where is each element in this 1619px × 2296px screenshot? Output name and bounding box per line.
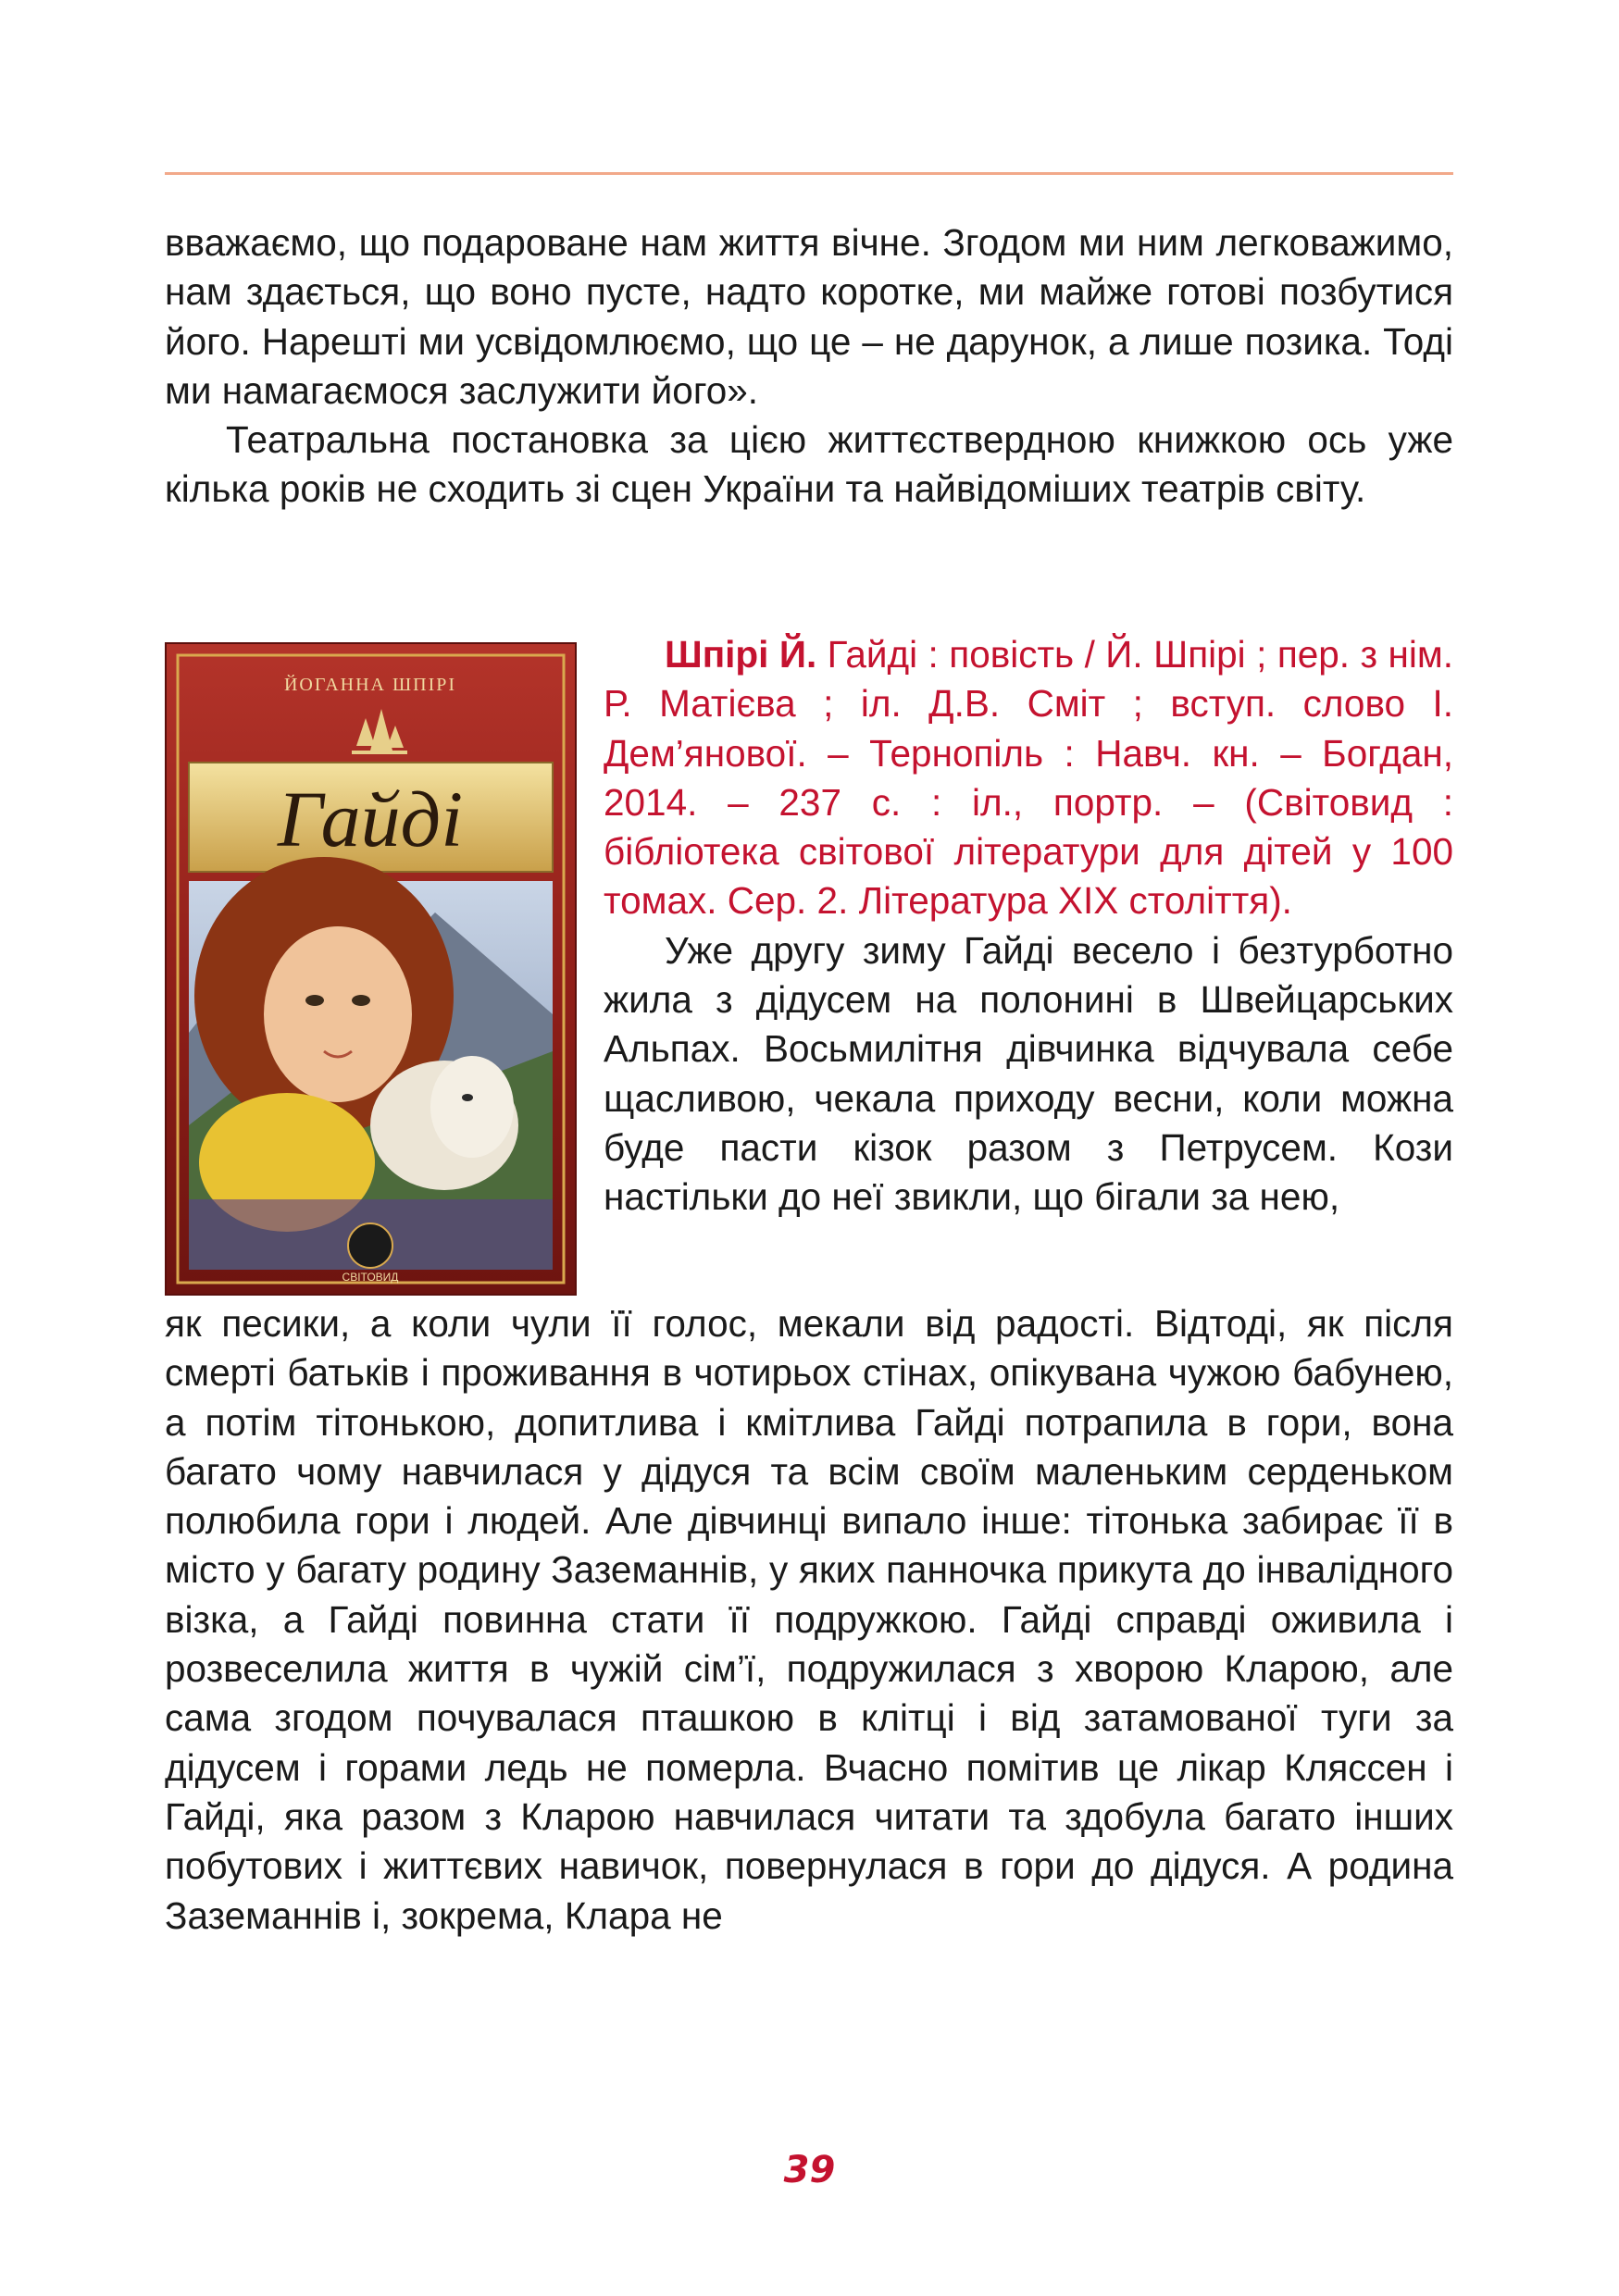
page-number: 39 [783, 2149, 836, 2191]
paragraph-story-start: Уже другу зиму Гайді весело і безтурботно жила з дідусем на полонині в Швейцарських Альпах. Восьмилітня дівчинка відчувала себе щасливою, чекала приходу весни, коли можна буде пасти кізок разом з Петрусем. Кози настільки до неї звикли, що бігали за нею, [604, 928, 1453, 1219]
paragraph-theatre: Театральна постановка за цією життєствердною книжкою ось уже кілька років не сходить зі сцен України та найвідоміших театрів світу. [165, 418, 1453, 511]
reference-details: Гайді : повість / Й. Шпірі ; пер. з нім. Р. Матієва ; іл. Д.В. Сміт ; вступ. слово І. Дем’янової. – Тернопіль : Навч. кн. – Богдан, 2014. – 237 с. : іл., портр. – (Світовид : бібліотека світової літератури для дітей у 100 томах. Сер. 2. Література ХІХ століття). [604, 633, 1453, 923]
paragraph-story-continuation: як песики, а коли чули її голос, мекали від радості. Відтоді, як після смерті батьків і проживання в чотирьох стінах, опікувана чужою бабунею, а потім тітонькою, допитлива і кмітлива Гайді потрапила в гори, вона багато чому навчилася у дідуся та всім своїм маленьким серденьком полюбила гори і людей. Але дівчинці випало інше: тітонька забирає її в місто у багату родину Заземаннів, у яких панночка прикута до інвалідного візка, а Гайді повинна стати її подружкою. Гайді справді оживила і розвеселила життя в чужій сім’ї, подружилася з хворою Кларою, але сама згодом почувалася пташкою в клітці і від затамованої туги за дідусем і горами ледь не померла. Вчасно помітив це лікар Кляссен і Гайді, яка разом з Кларою навчилася читати та здобула багато інших побутових і життєвих навичок, повернулася в гори до дідуся. А родина Заземаннів і, зокрема, Клара не [165, 1302, 1453, 1937]
paragraph-continuation: вважаємо, що подароване нам життя вічне. Згодом ми ним легковажимо, нам здається, що воно пусте, надто коротке, ми майже готові позбутися його. Нарешті ми усвідомлюємо, що це – не дарунок, а лише позика. Тоді ми намагаємося заслужити його». [165, 221, 1453, 412]
cover-title-text: Гайді [277, 775, 464, 863]
text-block-bottom [165, 1299, 1453, 1941]
cover-author-text: ЙОГАННА ШПІРІ [283, 675, 457, 695]
text-block-top [165, 218, 1453, 515]
cover-publisher-text: СВІТОВИД [342, 1271, 399, 1284]
bibliographic-reference [604, 630, 1453, 926]
text-block-side [604, 630, 1453, 1222]
header-rule [165, 172, 1453, 175]
reference-author: Шпірі Й. [665, 633, 817, 676]
book-cover-image [165, 642, 577, 1296]
